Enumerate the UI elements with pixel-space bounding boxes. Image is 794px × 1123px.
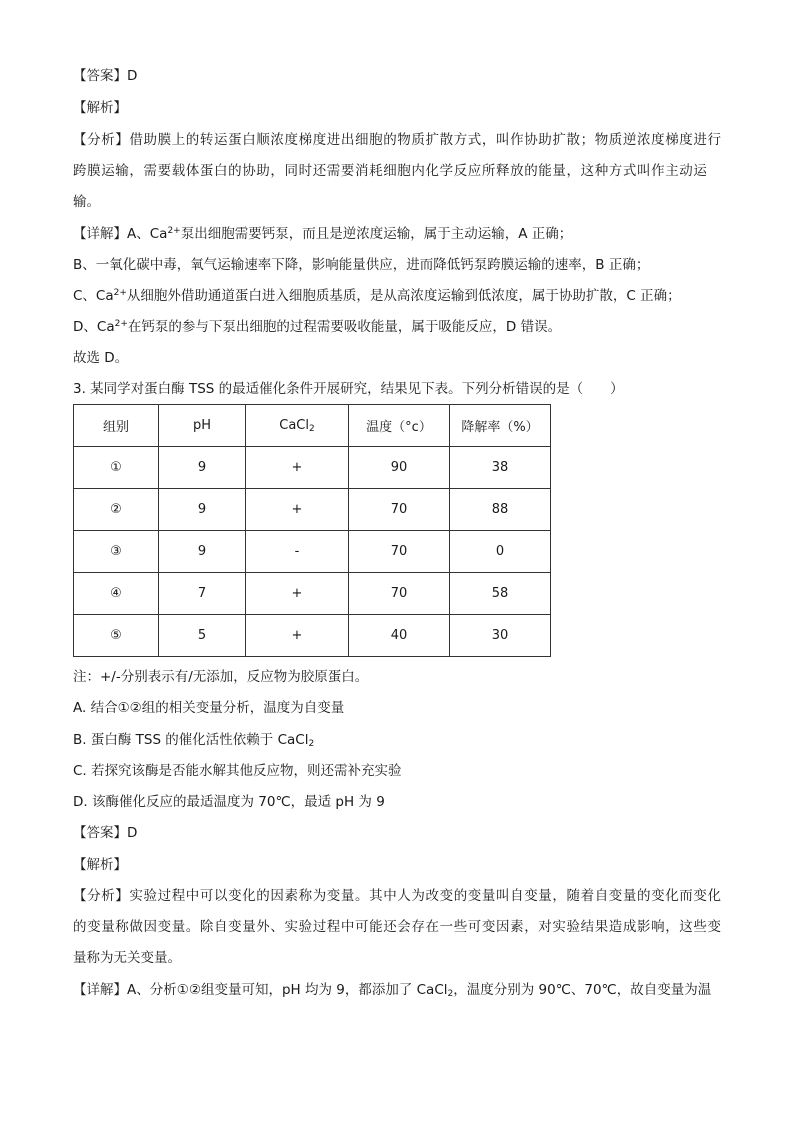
cell-ph: 7 (159, 573, 246, 615)
table-row (74, 615, 551, 657)
cell-temperature: 40 (349, 615, 450, 657)
cell-temperature: 70 (349, 573, 450, 615)
table-note: 注：+/-分别表示有/无添加，反应物为胶原蛋白。 (73, 669, 369, 685)
table-row (74, 447, 551, 489)
option-b-text: B. 蛋白酶 TSS 的催化活性依赖于 CaCl (73, 732, 309, 748)
detail-a-superscript: 2+ (167, 226, 181, 236)
cell-temperature: 90 (349, 447, 450, 489)
detail-c-superscript: 2+ (113, 288, 127, 298)
analysis-text-1-line1: 【分析】借助膜上的转运蛋白顺浓度梯度进出细胞的物质扩散方式，叫作协助扩散；物质逆浓度梯度进行 (73, 132, 722, 148)
detail-d-text: 在钙泵的参与下泵出细胞的过程需要吸收能量，属于吸能反应，D 错误。 (127, 319, 562, 335)
question-3-stem: 3. 某同学对蛋白酶 TSS 的最适催化条件开展研究，结果见下表。下列分析错误的是（ ） (73, 381, 624, 397)
detail-2-subscript: 2 (447, 989, 454, 999)
detail-c-prefix: C、Ca (73, 288, 114, 304)
detail-option-a (73, 224, 572, 244)
analysis-text-2-line1: 【分析】实验过程中可以变化的因素称为变量。其中人为改变的变量叫自变量，随着自变量的变化而变化 (73, 888, 722, 904)
table-row (74, 531, 551, 573)
header-degradation: 降解率（%） (450, 405, 551, 447)
analysis-heading-2: 【解析】 (73, 857, 127, 873)
cell-ph: 9 (159, 489, 246, 531)
table-row (74, 489, 551, 531)
detail-a-text: 泵出细胞需要钙泵，而且是逆浓度运输，属于主动运输，A 正确； (180, 226, 573, 242)
option-c: C. 若探究该酶是否能水解其他反应物，则还需补充实验 (73, 763, 402, 779)
header-temperature: 温度（°c） (349, 405, 450, 447)
detail-2-text: ，温度分别为 90℃、70℃，故自变量为温 (453, 982, 712, 998)
table-header-row (74, 405, 551, 447)
header-cacl2-subscript: 2 (309, 424, 315, 434)
analysis-text-1-line3: 输。 (73, 194, 100, 210)
cell-ph: 9 (159, 447, 246, 489)
detail-2-prefix: 【详解】A、分析①②组变量可知，pH 均为 9，都添加了 CaCl (73, 982, 448, 998)
option-a: A. 结合①②组的相关变量分析，温度为自变量 (73, 700, 345, 716)
detail-c-text: 从细胞外借助通道蛋白进入细胞质基质，是从高浓度运输到低浓度，属于协助扩散，C 正确； (126, 288, 681, 304)
analysis-heading-1: 【解析】 (73, 100, 127, 116)
cell-group: ② (74, 489, 159, 531)
cell-cacl2: + (246, 573, 349, 615)
cell-group: ③ (74, 531, 159, 573)
cell-temperature: 70 (349, 531, 450, 573)
option-b (73, 730, 314, 750)
cell-ph: 9 (159, 531, 246, 573)
analysis-text-1-line2: 跨膜运输，需要载体蛋白的协助，同时还需要消耗细胞内化学反应所释放的能量，这种方式叫作主动运 (73, 163, 708, 179)
cell-ph: 5 (159, 615, 246, 657)
cell-cacl2: + (246, 615, 349, 657)
header-group: 组别 (74, 405, 159, 447)
cell-cacl2: + (246, 447, 349, 489)
header-cacl2-text: CaCl (279, 418, 309, 433)
cell-degradation: 38 (450, 447, 551, 489)
header-ph: pH (159, 405, 246, 447)
detail-a-prefix: 【详解】A、Ca (73, 226, 168, 242)
cell-cacl2: - (246, 531, 349, 573)
detail-option-d (73, 317, 561, 337)
cell-group: ④ (74, 573, 159, 615)
option-d: D. 该酶催化反应的最适温度为 70℃，最适 pH 为 9 (73, 794, 385, 810)
detail-2-option-a (73, 980, 711, 1000)
detail-option-b: B、一氧化碳中毒，氧气运输速率下降，影响能量供应，进而降低钙泵跨膜运输的速率，B 正确； (73, 257, 650, 273)
answer-label-2: 【答案】D (73, 825, 138, 841)
answer-label-1: 【答案】D (73, 68, 138, 84)
detail-d-prefix: D、Ca (73, 319, 115, 335)
cell-group: ⑤ (74, 615, 159, 657)
option-b-subscript: 2 (308, 739, 315, 749)
detail-d-superscript: 2+ (114, 319, 128, 329)
analysis-text-2-line3: 量称为无关变量。 (73, 950, 181, 966)
cell-degradation: 30 (450, 615, 551, 657)
detail-option-c (73, 286, 681, 306)
header-cacl2 (246, 405, 349, 447)
analysis-text-2-line2: 的变量称做因变量。除自变量外、实验过程中可能还会存在一些可变因素，对实验结果造成影响，这些变 (73, 919, 722, 935)
cell-degradation: 58 (450, 573, 551, 615)
conclusion-1: 故选 D。 (73, 350, 129, 366)
cell-degradation: 88 (450, 489, 551, 531)
cell-degradation: 0 (450, 531, 551, 573)
cell-temperature: 70 (349, 489, 450, 531)
results-table (73, 404, 551, 657)
cell-group: ① (74, 447, 159, 489)
cell-cacl2: + (246, 489, 349, 531)
table-row (74, 573, 551, 615)
